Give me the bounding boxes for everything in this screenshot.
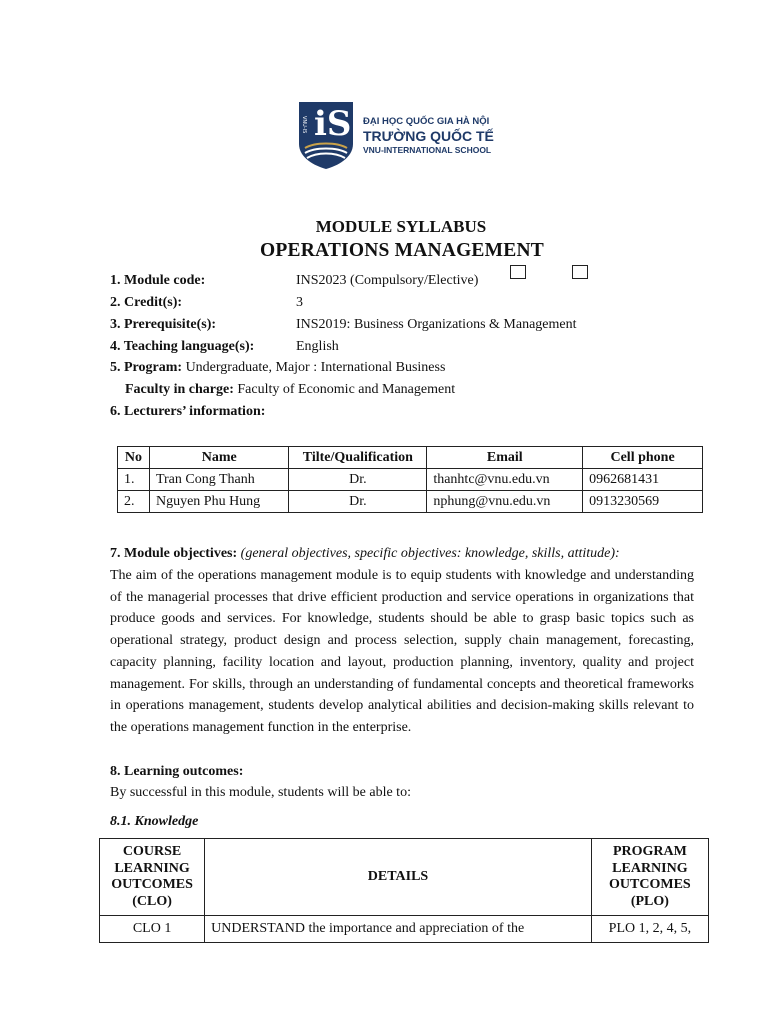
module-title: OPERATIONS MANAGEMENT bbox=[260, 240, 544, 261]
school-logo bbox=[297, 100, 507, 172]
col-header-phone: Cell phone bbox=[583, 447, 703, 469]
plo-header-line: LEARNING bbox=[612, 860, 688, 876]
clo-header-line: (CLO) bbox=[132, 893, 172, 909]
faculty-value: Faculty of Economic and Management bbox=[233, 382, 456, 397]
table-row bbox=[100, 916, 709, 943]
logo-line-2: TRƯỜNG QUỐC TẾ bbox=[363, 128, 494, 144]
learning-outcomes-heading: 8. Learning outcomes: bbox=[110, 764, 244, 779]
teaching-language-value: English bbox=[296, 339, 339, 354]
table-header-row bbox=[100, 839, 709, 916]
lecturer-name: Nguyen Phu Hung bbox=[149, 491, 289, 513]
lecturer-name: Tran Cong Thanh bbox=[149, 469, 289, 491]
table-header-row bbox=[118, 447, 703, 469]
col-header-no: No bbox=[118, 447, 150, 469]
lecturer-no: 2. bbox=[118, 491, 150, 513]
program-line bbox=[110, 360, 445, 376]
objectives-note: (general objectives, specific objectives: knowledge, skills, attitude): bbox=[237, 546, 620, 561]
col-header-name: Name bbox=[149, 447, 289, 469]
lecturer-phone: 0913230569 bbox=[583, 491, 703, 513]
col-header-plo bbox=[591, 839, 708, 916]
document-type-title: MODULE SYLLABUS bbox=[315, 217, 487, 236]
learning-outcomes-intro: By successful in this module, students will be able to: bbox=[110, 785, 411, 800]
clo-table bbox=[99, 838, 709, 943]
table-row bbox=[118, 491, 703, 513]
table-row bbox=[118, 469, 703, 491]
module-code-value: INS2023 (Compulsory/Elective) bbox=[296, 273, 479, 288]
logo-line-1: ĐẠI HỌC QUỐC GIA HÀ NỘI bbox=[363, 116, 490, 127]
module-code-label: 1. Module code: bbox=[110, 273, 206, 288]
clo-header-line: OUTCOMES bbox=[111, 877, 193, 892]
clo-header-line: COURSE bbox=[122, 844, 182, 859]
lecturer-no: 1. bbox=[118, 469, 150, 491]
clo-plo: PLO 1, 2, 4, 5, bbox=[591, 916, 708, 943]
credits-label: 2. Credit(s): bbox=[110, 295, 183, 310]
col-header-email: Email bbox=[427, 447, 583, 469]
lecturer-email: thanhtc@vnu.edu.vn bbox=[427, 469, 583, 491]
faculty-label: Faculty in charge: bbox=[125, 382, 234, 397]
program-label: 5. Program: bbox=[110, 360, 183, 375]
objectives-label: 7. Module objectives: bbox=[110, 546, 238, 561]
logo-shield-text: VNU-IS bbox=[301, 116, 307, 134]
logo-line-3: VNU-INTERNATIONAL SCHOOL bbox=[363, 145, 492, 155]
col-header-details: DETAILS bbox=[205, 839, 592, 916]
teaching-language-label: 4. Teaching language(s): bbox=[110, 339, 255, 354]
clo-details: UNDERSTAND the importance and appreciation of the bbox=[205, 916, 592, 943]
faculty-line bbox=[125, 382, 455, 398]
lecturers-table bbox=[117, 446, 703, 513]
plo-header-line: OUTCOMES bbox=[609, 877, 691, 892]
col-header-qualification: Tilte/Qualification bbox=[289, 447, 427, 469]
logo-text bbox=[363, 116, 494, 155]
elective-checkbox[interactable] bbox=[572, 265, 588, 279]
lecturer-qualification: Dr. bbox=[289, 491, 427, 513]
compulsory-checkbox[interactable] bbox=[510, 265, 526, 279]
program-value: Undergraduate, Major : International Business bbox=[182, 360, 446, 375]
col-header-clo bbox=[100, 839, 205, 916]
lecturer-phone: 0962681431 bbox=[583, 469, 703, 491]
credits-value: 3 bbox=[296, 295, 303, 310]
lecturer-qualification: Dr. bbox=[289, 469, 427, 491]
prerequisites-label: 3. Prerequisite(s): bbox=[110, 317, 217, 332]
clo-header-line: LEARNING bbox=[114, 860, 190, 876]
objectives-heading bbox=[110, 546, 620, 562]
objectives-paragraph: The aim of the operations management module is to equip students with knowledge and understanding of the managerial processes that drive efficient production and service operations in organizations that produce goods and services. For knowledge, students should be able to grasp basic topics such as operational strategy, product design and process selection, supply chain management, forecasting, capacity planning, facility location and layout, production planning, inventory, quality and project management. For skills, through an understanding of fundamental concepts and theoretical frameworks in operations management, students develop analytical abilities and decision-making skills relevant to the operations management function in the enterprise. bbox=[110, 568, 694, 735]
plo-header-line: PROGRAM bbox=[612, 844, 687, 859]
lecturer-email: nphung@vnu.edu.vn bbox=[427, 491, 583, 513]
plo-header-line: (PLO) bbox=[630, 893, 669, 909]
logo-monogram: iS bbox=[314, 104, 352, 144]
knowledge-heading: 8.1. Knowledge bbox=[110, 814, 199, 829]
clo-id: CLO 1 bbox=[100, 916, 205, 943]
prerequisites-value: INS2019: Business Organizations & Management bbox=[296, 317, 577, 332]
lecturers-heading: 6. Lecturers’ information: bbox=[110, 404, 266, 419]
